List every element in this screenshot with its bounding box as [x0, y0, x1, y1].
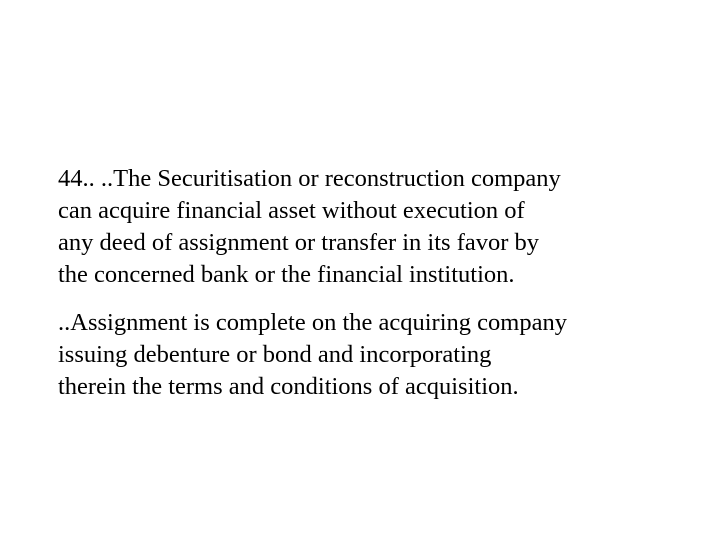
paragraph-line: issuing debenture or bond and incorporating — [58, 341, 492, 368]
paragraph-assignment — [58, 307, 678, 403]
slide-body — [58, 163, 678, 403]
paragraph-line: ..Assignment is complete on the acquiring company — [58, 309, 567, 336]
paragraph-line: 44.. ..The Securitisation or reconstruction company — [58, 165, 561, 192]
paragraph-line: any deed of assignment or transfer in its favor by — [58, 229, 540, 256]
paragraph-line: the concerned bank or the financial institution. — [58, 261, 515, 288]
paragraph-line: therein the terms and conditions of acquisition. — [58, 373, 519, 400]
paragraph-securitisation — [58, 163, 678, 291]
paragraph-line: can acquire financial asset without execution of — [58, 197, 525, 224]
